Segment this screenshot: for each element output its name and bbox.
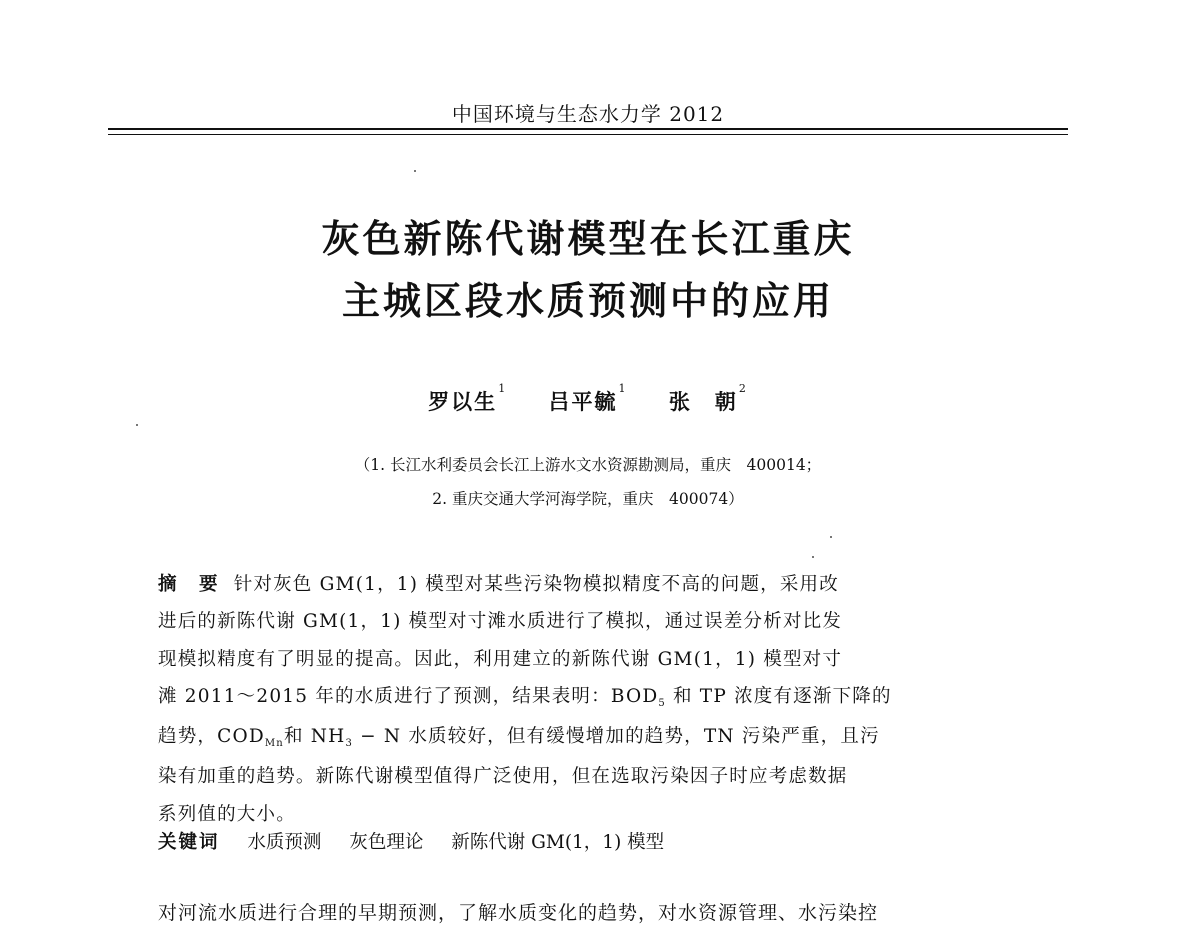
author xyxy=(668,382,748,414)
scan-speck xyxy=(136,424,138,426)
keyword: 新陈代谢 GM(1，1) 模型 xyxy=(451,832,665,853)
author xyxy=(548,382,628,414)
title-line-2: 主城区段水质预测中的应用 xyxy=(341,279,834,323)
author-name: 张 朝 xyxy=(668,389,738,414)
author-name: 吕平毓 xyxy=(548,389,618,414)
abstract-text: 和 TP 浓度有逐渐下降的 xyxy=(665,685,892,707)
abstract-text: 趋势，COD xyxy=(158,726,265,748)
abstract-line: 系列值的大小。 xyxy=(158,803,296,825)
keyword: 水质预测 xyxy=(247,832,322,853)
author-affil-marker: 1 xyxy=(498,382,508,395)
body-first-line: 对河流水质进行合理的早期预测，了解水质变化的趋势，对水资源管理、水污染控 xyxy=(158,902,879,924)
abstract-text: 针对灰色 GM(1，1) 模型对某些污染物模拟精度不高的问题，采用改 xyxy=(233,574,839,595)
abstract-line xyxy=(158,718,1024,758)
keyword: 灰色理论 xyxy=(349,832,424,853)
affiliation-line-1: （1. 长江水利委员会长江上游水文水资源勘测局，重庆 400014； xyxy=(354,456,822,474)
author-affil-marker: 2 xyxy=(738,382,748,395)
paper-title xyxy=(108,208,1068,332)
scan-speck xyxy=(414,170,416,172)
author-affil-marker: 1 xyxy=(618,382,628,395)
subscript: 3 xyxy=(345,738,354,750)
title-line-1: 灰色新陈代谢模型在长江重庆 xyxy=(321,217,855,261)
abstract-line: 染有加重的趋势。新陈代谢模型值得广泛使用，但在选取污染因子时应考虑数据 xyxy=(158,766,848,788)
affiliation-line-2: 2. 重庆交通大学河海学院，重庆 400074） xyxy=(432,490,744,508)
abstract-line xyxy=(158,566,1024,603)
abstract-line: 进后的新陈代谢 GM(1，1) 模型对寸滩水质进行了模拟，通过误差分析对比发 xyxy=(158,611,843,633)
abstract-label: 摘 要 xyxy=(158,574,220,595)
abstract-text: 滩 2011～2015 年的水质进行了预测，结果表明：BOD xyxy=(158,685,659,707)
journal-running-header: 中国环境与生态水力学 2012 xyxy=(451,102,725,126)
scan-speck xyxy=(830,536,832,538)
abstract-line: 现模拟精度有了明显的提高。因此，利用建立的新陈代谢 GM(1，1) 模型对寸 xyxy=(158,648,843,670)
author-list xyxy=(108,382,1068,416)
keywords-label: 关键词 xyxy=(158,832,220,853)
affiliations xyxy=(108,448,1068,516)
abstract-text: − N 水质较好，但有缓慢增加的趋势，TN 污染严重，且污 xyxy=(353,726,880,748)
subscript: Mn xyxy=(264,738,284,750)
abstract xyxy=(158,566,1024,833)
keywords xyxy=(158,826,1024,860)
header-rule-thin xyxy=(108,134,1068,135)
author xyxy=(428,382,508,414)
scan-speck xyxy=(812,556,814,558)
header-rule-thick xyxy=(108,128,1068,130)
abstract-text: 和 NH xyxy=(283,726,346,748)
subscript: 5 xyxy=(658,697,666,709)
abstract-line xyxy=(158,678,1024,718)
author-name: 罗以生 xyxy=(428,389,498,414)
